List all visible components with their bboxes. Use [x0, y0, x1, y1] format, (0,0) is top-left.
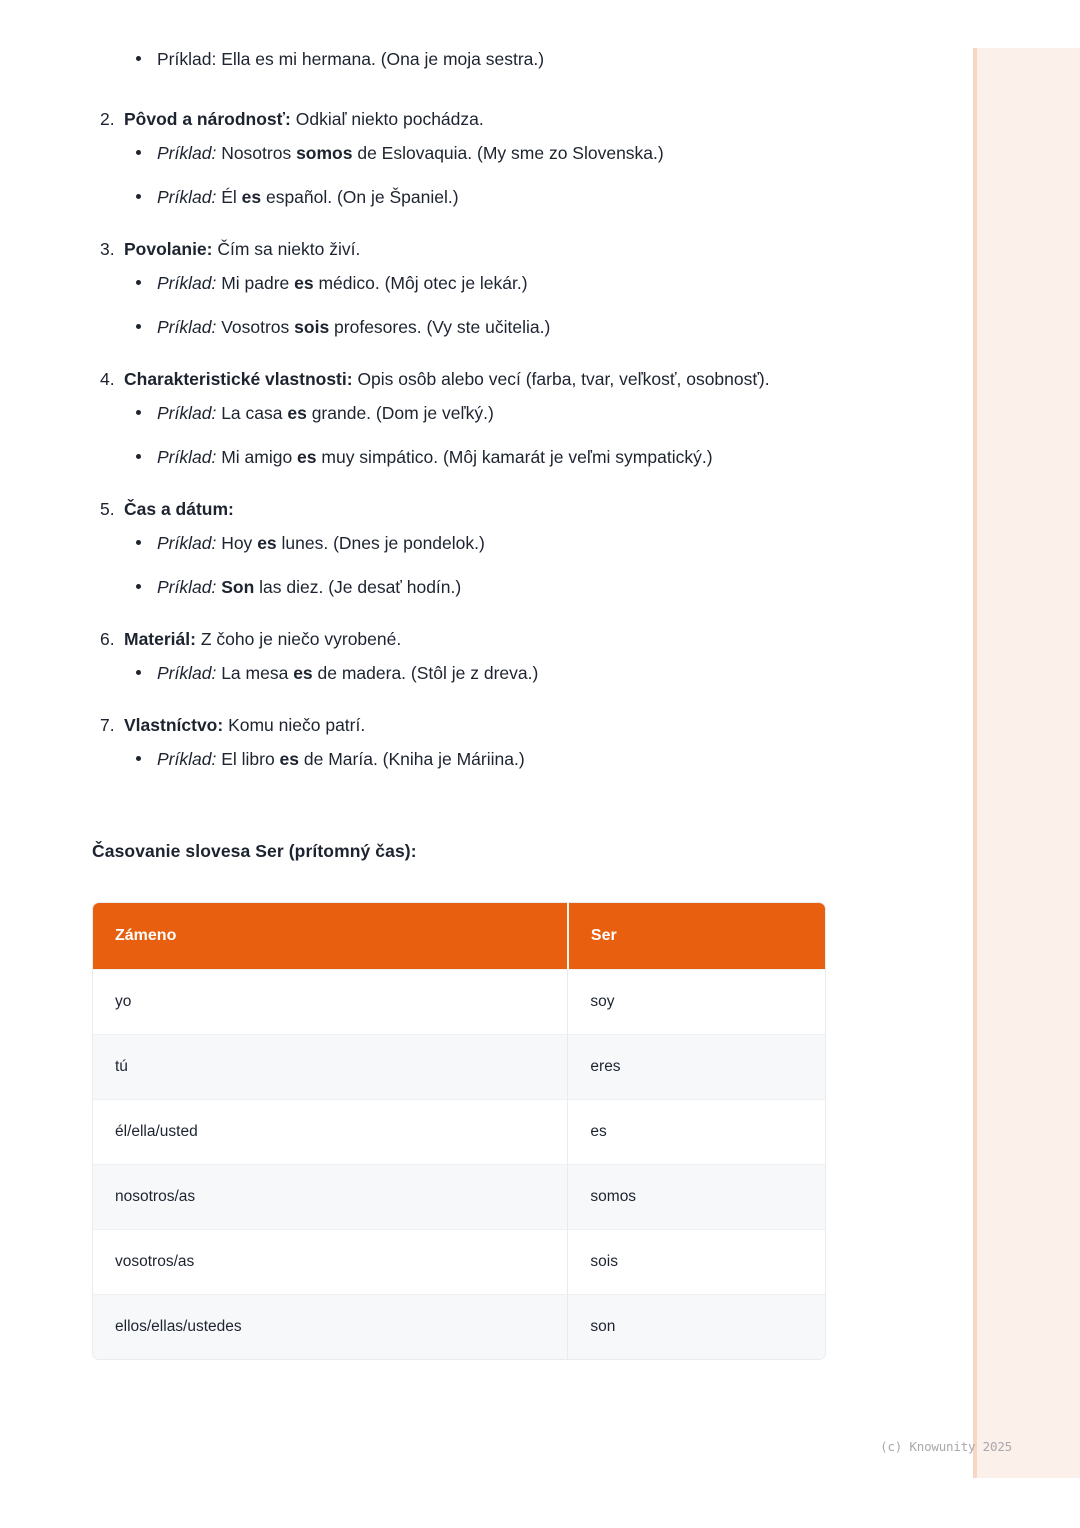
example-pre: La mesa	[216, 663, 294, 683]
example-list	[100, 268, 890, 342]
example-verb: es	[241, 187, 262, 207]
item-title: Povolanie:	[124, 239, 213, 259]
example-verb: sois	[294, 317, 330, 337]
example-list	[100, 398, 890, 472]
example-post: lunes. (Dnes je pondelok.)	[276, 533, 485, 553]
table-row	[93, 1165, 825, 1230]
example-verb: somos	[296, 143, 353, 163]
table-row	[93, 1035, 825, 1100]
cell-conjugation: soy	[568, 970, 825, 1035]
table-header-cell-pronoun: Zámeno	[93, 903, 568, 970]
list-item	[100, 138, 890, 168]
example-verb: es	[257, 533, 277, 553]
section-group	[100, 104, 890, 212]
example-verb: es	[255, 49, 274, 69]
example-label: Príklad:	[157, 49, 217, 69]
example-label: Príklad:	[157, 187, 217, 207]
item-number: 4.	[100, 369, 115, 389]
cell-conjugation: somos	[568, 1165, 825, 1230]
list-item	[100, 572, 890, 602]
numbered-item	[100, 494, 890, 524]
bullet-dot-icon	[136, 584, 141, 589]
bullet-dot-icon	[136, 56, 141, 61]
decorative-edge-strip	[973, 48, 1080, 1478]
bullet-dot-icon	[136, 194, 141, 199]
example-pre: El libro	[216, 749, 280, 769]
cell-pronoun: ellos/ellas/ustedes	[93, 1295, 568, 1360]
example-label: Príklad:	[157, 447, 217, 467]
example-label: Príklad:	[157, 143, 217, 163]
example-verb: es	[287, 403, 307, 423]
example-label: Príklad:	[157, 749, 217, 769]
example-post: muy simpático. (Môj kamarát je veľmi sympatický.)	[316, 447, 713, 467]
item-number: 2.	[100, 109, 115, 129]
item-title: Charakteristické vlastnosti:	[124, 369, 353, 389]
numbered-item	[100, 104, 890, 134]
example-label: Príklad:	[157, 403, 217, 423]
list-item	[100, 744, 890, 774]
example-verb: es	[279, 749, 300, 769]
bullet-dot-icon	[136, 540, 141, 545]
bullet-dot-icon	[136, 454, 141, 459]
item-title: Čas a dátum:	[124, 499, 234, 519]
numbered-item	[100, 710, 890, 740]
bullet-dot-icon	[136, 756, 141, 761]
example-post: profesores. (Vy ste učitelia.)	[329, 317, 551, 337]
example-verb: es	[294, 273, 314, 293]
cell-pronoun: vosotros/as	[93, 1230, 568, 1295]
example-verb: es	[293, 663, 313, 683]
table-heading: Časovanie slovesa Ser (prítomný čas):	[92, 841, 417, 861]
numbered-item	[100, 364, 890, 394]
example-label: Príklad:	[157, 663, 217, 683]
list-item	[100, 528, 890, 558]
item-number: 5.	[100, 499, 115, 519]
numbered-item	[100, 624, 890, 654]
section-group	[100, 234, 890, 342]
list-item	[100, 312, 890, 342]
cell-conjugation: son	[568, 1295, 825, 1360]
bullet-dot-icon	[136, 670, 141, 675]
outline-list	[100, 44, 890, 796]
table-row	[93, 970, 825, 1035]
conjugation-table	[93, 903, 825, 1359]
copyright-watermark: (c) Knowunity 2025	[880, 1439, 1012, 1454]
example-post: de María. (Kniha je Máriina.)	[299, 749, 525, 769]
item-title: Pôvod a národnosť:	[124, 109, 291, 129]
example-label: Príklad:	[157, 577, 217, 597]
example-list	[100, 744, 890, 774]
list-item	[100, 268, 890, 298]
table-row	[93, 1230, 825, 1295]
example-post: médico. (Môj otec je lekár.)	[313, 273, 528, 293]
example-pre: Vosotros	[216, 317, 295, 337]
section-group	[100, 710, 890, 774]
cell-conjugation: es	[568, 1100, 825, 1165]
example-pre: Mi padre	[216, 273, 295, 293]
table-header-cell-ser: Ser	[568, 903, 825, 970]
table-row	[93, 1295, 825, 1360]
example-pre: La casa	[216, 403, 288, 423]
item-description: Z čoho je niečo vyrobené.	[195, 629, 402, 649]
numbered-item	[100, 234, 890, 264]
list-item	[100, 658, 890, 688]
example-post: las diez. (Je desať hodín.)	[254, 577, 462, 597]
example-post: grande. (Dom je veľký.)	[306, 403, 494, 423]
cell-pronoun: nosotros/as	[93, 1165, 568, 1230]
list-item	[100, 442, 890, 472]
list-item	[100, 182, 890, 212]
example-list	[100, 138, 890, 212]
table-body	[93, 970, 825, 1360]
section-group	[100, 624, 890, 688]
example-label: Príklad:	[157, 533, 217, 553]
item-title: Materiál:	[124, 629, 196, 649]
item-number: 6.	[100, 629, 115, 649]
example-pre: Hoy	[216, 533, 258, 553]
example-post: mi hermana. (Ona je moja sestra.)	[273, 49, 545, 69]
item-description: Čím sa niekto živí.	[212, 239, 361, 259]
example-post: de Eslovaquia. (My sme zo Slovenska.)	[352, 143, 664, 163]
example-pre: Mi amigo	[216, 447, 298, 467]
example-list	[100, 528, 890, 602]
decorative-edge-line	[973, 48, 977, 1478]
example-post: de madera. (Stôl je z dreva.)	[312, 663, 539, 683]
item-description: Odkiaľ niekto pochádza.	[290, 109, 484, 129]
item-description: Komu niečo patrí.	[223, 715, 366, 735]
item-number: 7.	[100, 715, 115, 735]
cell-pronoun: él/ella/usted	[93, 1100, 568, 1165]
item-number: 3.	[100, 239, 115, 259]
example-pre: Nosotros	[216, 143, 297, 163]
example-list	[100, 658, 890, 688]
list-item	[100, 44, 890, 74]
table-header	[93, 903, 825, 970]
example-pre: Él	[216, 187, 242, 207]
bullet-dot-icon	[136, 324, 141, 329]
example-post: español. (On je Španiel.)	[261, 187, 459, 207]
cell-pronoun: yo	[93, 970, 568, 1035]
bullet-dot-icon	[136, 410, 141, 415]
example-label: Príklad:	[157, 273, 217, 293]
example-verb: Son	[221, 577, 255, 597]
bullet-dot-icon	[136, 280, 141, 285]
cell-conjugation: sois	[568, 1230, 825, 1295]
example-verb: es	[297, 447, 317, 467]
table-row	[93, 1100, 825, 1165]
item-description: Opis osôb alebo vecí (farba, tvar, veľkosť, osobnosť).	[352, 369, 770, 389]
table-header-row	[93, 903, 825, 970]
cell-pronoun: tú	[93, 1035, 568, 1100]
item-title: Vlastníctvo:	[124, 715, 224, 735]
list-item	[100, 398, 890, 428]
bullet-dot-icon	[136, 150, 141, 155]
cell-conjugation: eres	[568, 1035, 825, 1100]
section-group	[100, 494, 890, 602]
example-pre: Ella	[216, 49, 256, 69]
section-group	[100, 364, 890, 472]
example-label: Príklad:	[157, 317, 217, 337]
